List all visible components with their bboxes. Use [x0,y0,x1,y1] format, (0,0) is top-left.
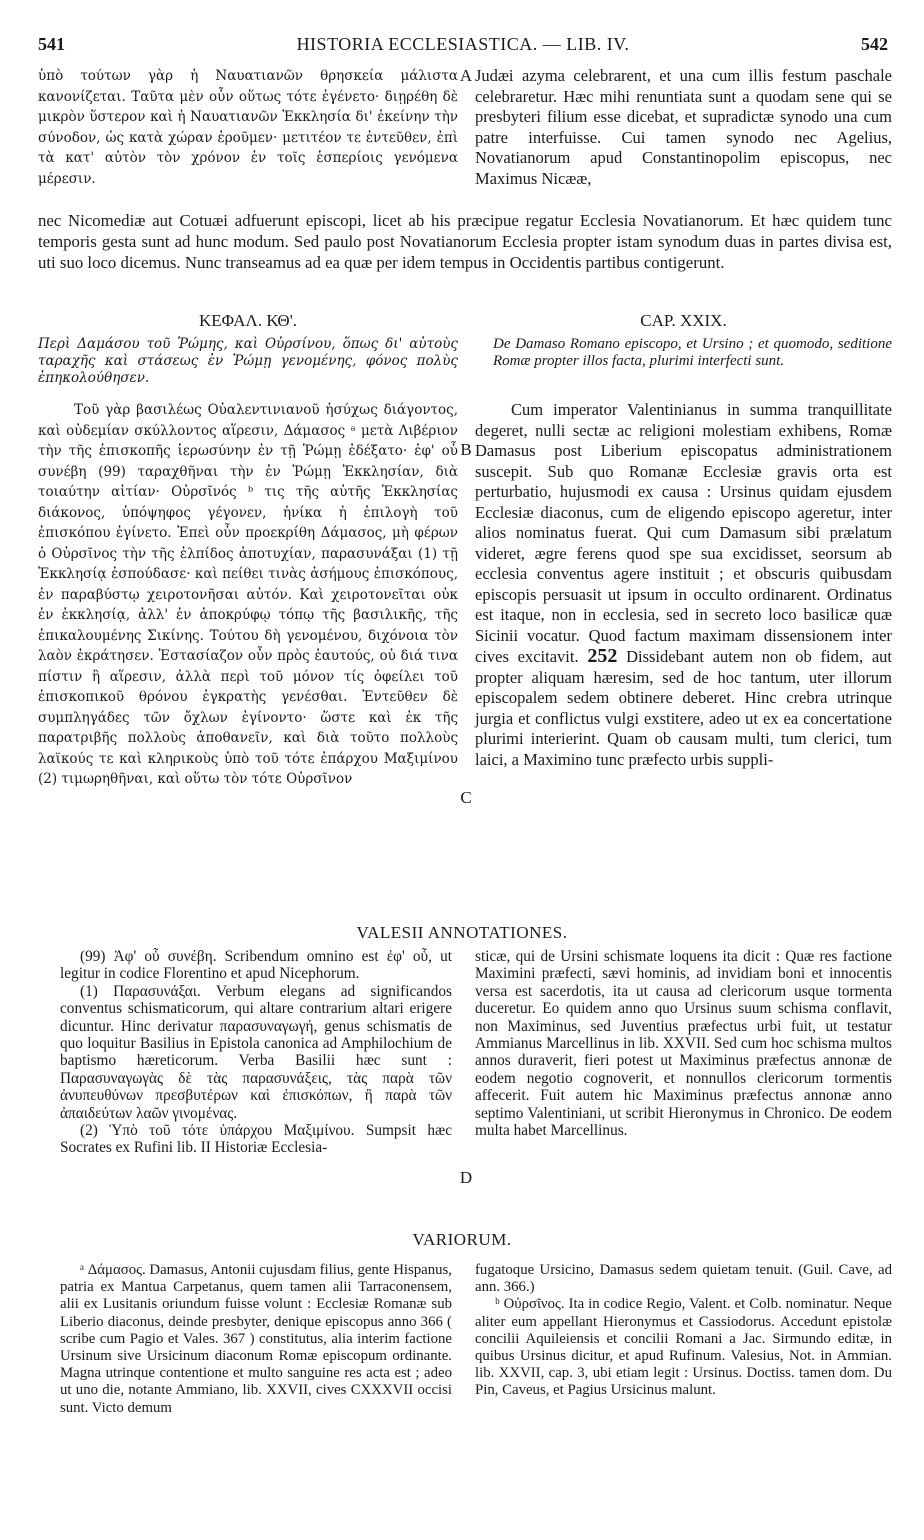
valesii-notes-left [60,948,452,1157]
variorum-note-a-continued: fugatoque Ursicino, Damasus sedem quietam tenuit. (Guil. Cave, ad ann. 366.) [475,1262,892,1296]
greek-chapter-text: Τοῦ γὰρ βασιλέως Οὐαλεντινιανοῦ ἡσύχως διάγοντος, καὶ οὐδεμίαν σκύλλοντος αἵρεσιν, Δάμασος ᵃ μετὰ Λιβέριον τὴν τῆς ἐπισκοπῆς ἱερωσύνην ἐν τῇ Ῥώμῃ ἐδέξατο· ἐφ' οὗ συνέβη (99) ταραχθῆναι τὴν ἐν Ῥώμῃ Ἐκκλησίαν, διὰ τοιαύτην αἰτίαν· Οὐρσῖνός ᵇ τις τῆς αὐτῆς Ἐκκλησίας διάκονος, ὑπόψηφος γέγονεν, ἡνίκα ἡ ἐπιλογὴ τοῦ ἐπισκόπου ἐγίνετο. Ἐπεὶ οὖν προεκρίθη Δάμασος, μὴ φέρων ὁ Οὐρσῖνος τὴν τῆς ἐλπίδος ἀποτυχίαν, παρασυνάξαι (1) τῇ Ἐκκλησίᾳ ἐσπούδασε· καὶ πείθει τινὰς ἀσήμους ἐπισκόπους, ἐν παραβύστῳ χειροτονῆσαι αὐτόν. Καὶ χειροτονεῖται οὐκ ἐν ἐκκλησίᾳ, ἀλλ' ἐν ἀποκρύφῳ τόπῳ τῆς βασιλικῆς, τῆς ἐπικαλουμένης Σικίνης. Τούτου δὴ γενομένου, διχόνοια τὸν λαὸν ἐκράτησεν. Ἐστασίαζον οὖν πρὸς ἑαυτούς, οὐ διά τινα πίστιν ἢ αἵρεσιν, ἀλλὰ περὶ τοῦ μόνον τίς ὀφείλει τοῦ ἐπισκοπικοῦ θρόνου ἐγκρατὴς γενέσθαι. Ἐντεῦθεν δὲ συμπληγάδες τῶν ὄχλων ἐγίνοντο· ὥστε καὶ ἐκ τῆς παρατριβῆς πολλοὺς ἀποθανεῖν, καὶ διὰ τοῦτο πολλοὺς λαϊκούς τε καὶ κληρικοὺς ὑπὸ τοῦ τότε ἐπάρχου Μαξιμίνου (2) τιμωρηθῆναι, καὶ οὕτω τὸν τότε Οὐρσῖνον [38,402,458,787]
page-number-right: 542 [861,34,888,54]
greek-chapter-heading: ΚΕΦΑΛ. ΚΘ'. [198,311,298,330]
variorum-heading: VARIORUM. [412,1230,512,1249]
margin-letter-a: A [459,66,473,85]
margin-letter-c: C [460,788,472,807]
latin-continuation: Judæi azyma celebrarent, et una cum illis festum paschale celebraretur. Hæc mihi renuntiata sunt a quodam sene qui se presbyteri filium esse dicebat, et supradictæ synodo una cum patre interfuisse. Cui tamen synodo nec Agelius, Novatianorum apud Constantinopolim episcopus, nec Maximus Nicææ, [475,66,892,188]
full-width-paragraph: nec Nicomediæ aut Cotuæi adfuerunt episcopi, licet ab his præcipue regatur Ecclesia Novatianorum. Et hæc quidem tunc temporis gesta sunt ad hunc modum. Sed paulo post Novatianorum Ecclesia propter istam synodum duas in partes divisa est, uti suo loco dicemus. Nunc transeamus ad ea quæ per idem tempus in Occidentis partibus contigerunt. [38,211,892,272]
latin-chapter-heading: CAP. XXIX. [640,311,727,330]
valesii-note-continued: sticæ, qui de Ursini schismate loquens ita dicit : Quæ res factione Maximini præfecti, sævi hominis, ad invidiam boni et innocentis versa est sacerdotis, ita ut causa ad clericorum usque tormenta duceretur. Eo quidem anno quo Ursinus suum schisma conflavit, non Maximinus, sed Juventius præfectus urbi fuit, ut testatur Ammianus Marcellinus in lib. XXVII. Sed cum hoc schisma multos annos duraverit, fieri potest ut Maximinus præfectus annonæ de eodem negotio cognoverit, et nonnullos clericorum tormentis affecerit. Fuit autem hic Maximinus præfectus annonæ anno septimo Valentiniani, ut scribit Hieronymus in Chronico. De eodem multa habet Marcellinus. [475,948,892,1140]
valesii-note-2: (2) Ὑπὸ τοῦ τότε ὑπάρχου Μαξιμίνου. Sumpsit hæc Socrates ex Rufini lib. II Historiæ Ecclesia- [60,1122,452,1157]
valesii-note-1: (1) Παρασυνάξαι. Verbum elegans ad significandos conventus schismaticorum, qui altare contrarium altari erigere dicuntur. Hinc derivatur παρασυναγωγή, genus schismatis de quo loquitur Basilius in Epistola canonica ad Amphilochium de baptismo hæreticorum. Verba Basilii hæc sunt : Παρασυναγωγὰς δὲ τὰς παρασυνάξεις, τὰς παρὰ τῶν ἀνυπευθύνων πρεσβυτέρων καὶ ἐπισκόπων, ἢ παρὰ τῶν ἀπαιδεύτων λαῶν γινομένας. [60,982,452,1122]
valesii-heading: VALESII ANNOTATIONES. [356,923,568,942]
latin-chapter-text [475,400,892,770]
latin-chapter-text-part-2: Dissidebant autem non ob fidem, aut propter aliquam hæresim, sed de hoc tantum, uter illorum episcopalem sedem obtinere deberet. Hinc crebra utrinque jurgia et conflictus vulgi exstitere, adeo ut ex ea concertatione plurimi interierint. Quam ob causam multi, tum clerici, tum laici, a Maximino tunc præfecto urbis suppli- [475,647,893,769]
greek-continuation: ὑπὸ τούτων γὰρ ἡ Ναυατιανῶν θρησκεία μάλιστα κανονίζεται. Ταῦτα μὲν οὖν οὕτως τότε ἐγένετο· διῃρέθη δὲ μικρὸν ὕστερον καὶ ἡ Ναυατιανῶν Ἐκκλησία δι' ἐκείνην τὴν σύνοδον, ὡς κατὰ χώραν ἐροῦμεν· μετιτέον τε ἐντεῦθεν, ἐπὶ τὰ κατ' αὐτὸν τὸν χρόνον ἐν τοῖς ἑσπερίοις γενόμενα μέρεσιν. [38,68,458,187]
running-title: HISTORIA ECCLESIASTICA. — LIB. IV. [296,34,630,54]
variorum-notes-right [475,1262,892,1400]
greek-chapter-title: Περὶ Δαμάσου τοῦ Ῥώμης, καὶ Οὐρσίνου, ὅπως δι' αὐτοὺς ταραχῆς καὶ στάσεως ἐν Ῥώμῃ γενομένης, φόνος πολὺς ἐπηκολούθησεν. [38,336,458,386]
page-number-left: 541 [38,34,65,54]
running-head [38,34,888,56]
valesii-notes-right [475,948,892,1139]
margin-letter-d: D [459,1168,473,1187]
latin-chapter-title: De Damaso Romano episcopo, et Ursino ; et quomodo, seditione Romæ propter illos facta, plurimi interfecti sunt. [493,336,892,369]
valesii-note-99: (99) Ἀφ' οὗ συνέβη. Scribendum omnino est ἐφ' οὗ, ut legitur in codice Florentino et apud Nicephorum. [60,948,452,983]
page-marker: 252 [587,645,618,667]
latin-chapter-text-part-1: Cum imperator Valentinianus in summa tranquillitate degeret, nulli sectæ ac religioni molestiam exhibens, Romæ Damasus post Liberium episcopatus administrationem suscepit. Sub quo Romanæ Ecclesiæ gravis orta est perturbatio, hujusmodi ex causa : Ursinus quidam ejusdem Ecclesiæ diaconus, cum de eligendo episcopo ageretur, inter alios nominatus fuerat. Qui cum Damasum sibi prælatum videret, ægre ferens quod spe sua excidisset, seorsum ab ecclesia conventus agere instituit ; et obscuris quibusdam episcopis persuasit ut ipsum in occulto ordinarent. Ordinatus est itaque, non in ecclesia, sed in secreto loco basilicæ quæ Sicinii vocatur. Quod factum maximam dissensionem inter cives excitavit. [475,400,892,666]
variorum-note-a: ᵃ Δάμασος. Damasus, Antonii cujusdam filius, gente Hispanus, patria ex Mantua Carpetanus, quem tamen alii Tarraconensem, alii ex Lusitanis oriundum fuisse volunt : Ecclesiæ Romanæ sub Liberio diaconus, deinde presbyter, denique episcopus anno 366 ( scribe cum Pagio et Vales. 367 ) constitutus, alia interim factione Ursinum sive Ursicinum diaconum Romæ episcopum ordinante. Magna utrinque contentione et multo sanguine res acta est ; adeo ut uno die, notante Ammiano, lib. XXVII, cives CXXXVII occisi sunt. Victo demum [60,1262,452,1416]
variorum-note-b: ᵇ Οὐρσῖνος. Ita in codice Regio, Valent. et Colb. nominatur. Neque aliter eum appellant Hieronymus et Cassiodorus. Accedunt epistolæ concilii Aquileiensis et concilii Romani a Jac. Sirmundo editæ, in quibus Ursinus dicitur, et apud Rufinum. Valesius, Not. in Ammian. lib. XXVII, cap. 3, ubi etiam legit : Ursinus. Doctiss. tamen dom. Du Pin, Caveus, et Pagius Ursicinus malunt. [475,1296,892,1399]
margin-letter-b: B [460,440,472,459]
variorum-notes-left [60,1262,452,1417]
